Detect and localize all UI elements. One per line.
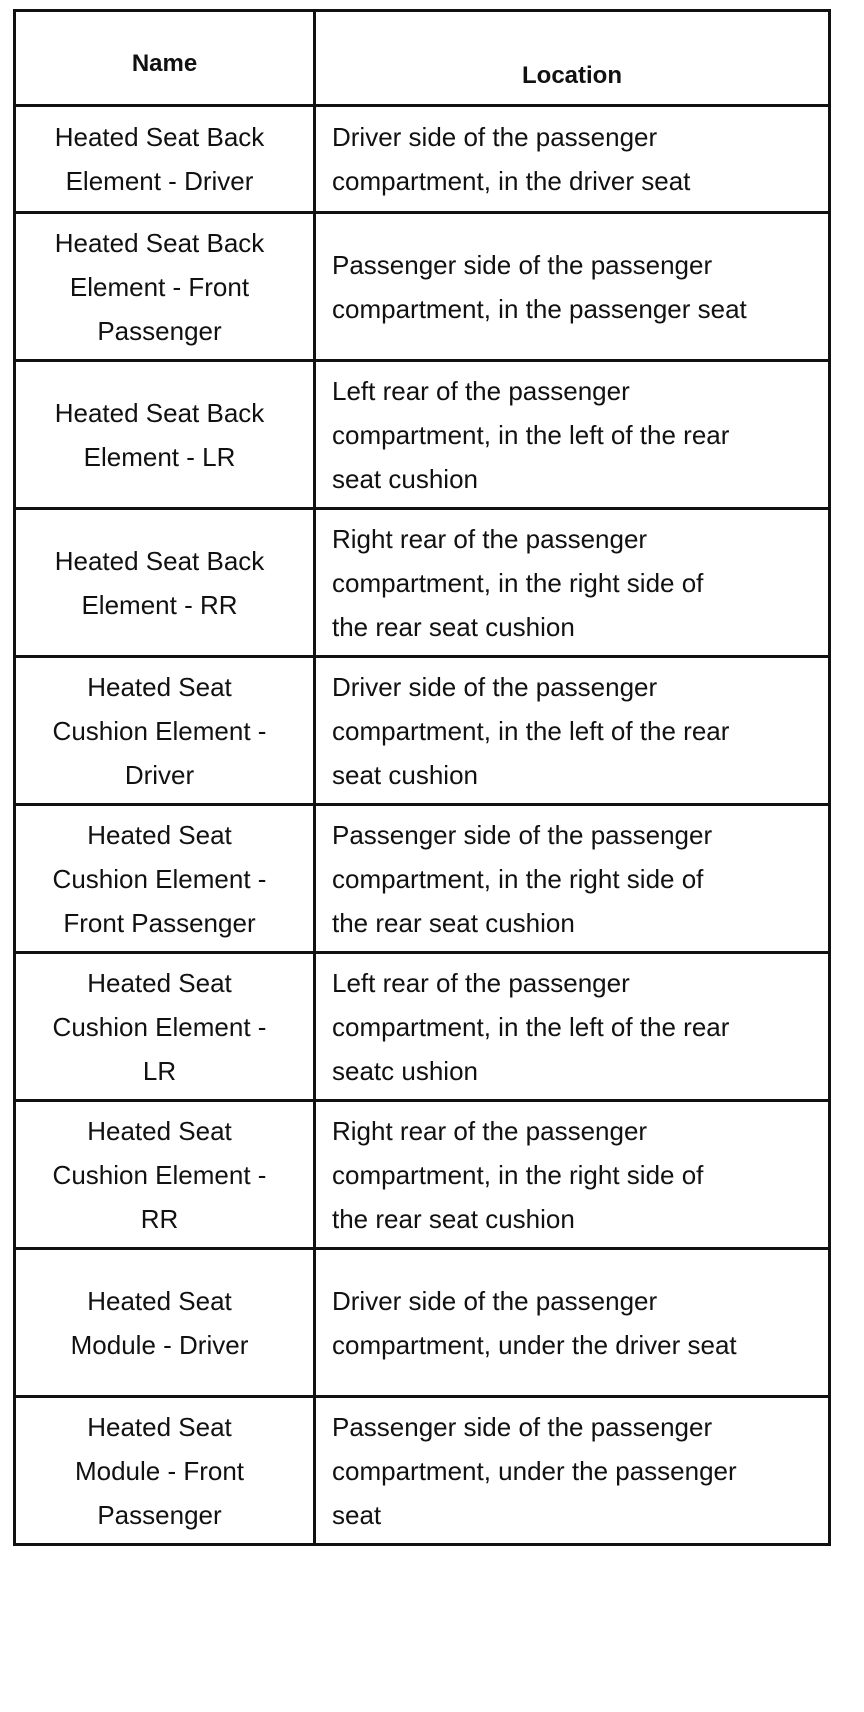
component-location-table — [13, 9, 831, 1546]
component-location-line: Right rear of the passenger — [332, 1115, 648, 1146]
component-location-cell — [315, 361, 830, 509]
name-column-header — [15, 11, 315, 106]
component-location-cell — [315, 106, 830, 213]
component-location-line: the rear seat cushion — [332, 611, 575, 642]
component-location-line: compartment, in the left of the rear — [332, 715, 730, 746]
table-row — [15, 509, 830, 657]
component-location-line: the rear seat cushion — [332, 907, 575, 938]
table-header — [15, 11, 830, 106]
table-row — [15, 361, 830, 509]
name-header-label: Name — [131, 50, 198, 77]
component-location-line: Left rear of the passenger — [332, 967, 630, 998]
component-name-line: Passenger — [97, 1499, 222, 1530]
component-name-line: Cushion Element - — [52, 1159, 267, 1190]
component-name-cell — [15, 361, 315, 509]
component-location-cell — [315, 1101, 830, 1249]
table-row — [15, 213, 830, 361]
component-name-line: Element - LR — [83, 441, 236, 472]
component-name-line: Heated Seat — [87, 671, 232, 702]
component-name-cell — [15, 805, 315, 953]
component-name-line: Heated Seat Back — [54, 227, 265, 258]
component-name-line: Passenger — [97, 315, 222, 346]
component-location-line: compartment, in the left of the rear — [332, 419, 730, 450]
component-location-line: seat cushion — [332, 463, 478, 494]
component-name-line: Element - RR — [81, 589, 238, 620]
location-column-header — [315, 11, 830, 106]
component-name-cell — [15, 509, 315, 657]
location-header-label: Location — [522, 62, 622, 89]
component-location-line: compartment, in the passenger seat — [332, 293, 747, 324]
component-name-line: Cushion Element - — [52, 715, 267, 746]
component-name-cell — [15, 106, 315, 213]
component-location-line: Passenger side of the passenger — [332, 249, 713, 280]
component-location-line: Driver side of the passenger — [332, 122, 658, 152]
component-location-cell — [315, 1249, 830, 1397]
component-name-line: Driver — [124, 759, 195, 790]
component-name-line: Heated Seat — [87, 819, 232, 850]
table-row — [15, 1101, 830, 1249]
component-name-line: Heated Seat Back — [54, 122, 265, 152]
table-row — [15, 1397, 830, 1545]
component-location-cell — [315, 953, 830, 1101]
component-location-line: Driver side of the passenger — [332, 1285, 658, 1316]
component-location-line: compartment, in the right side of — [332, 863, 704, 894]
component-name-cell — [15, 1249, 315, 1397]
component-name-line: Element - Driver — [65, 166, 254, 196]
component-location-line: seat — [332, 1499, 382, 1530]
component-location-cell — [315, 213, 830, 361]
component-location-cell — [315, 805, 830, 953]
component-name-cell — [15, 657, 315, 805]
table-body — [15, 106, 830, 1545]
table-row — [15, 657, 830, 805]
table-row — [15, 1249, 830, 1397]
component-location-line: seatc ushion — [332, 1055, 478, 1086]
component-location-line: Driver side of the passenger — [332, 671, 658, 702]
component-name-cell — [15, 953, 315, 1101]
component-location-line: compartment, in the left of the rear — [332, 1011, 730, 1042]
component-location-line: compartment, in the driver seat — [332, 166, 691, 196]
component-location-line: Passenger side of the passenger — [332, 819, 713, 850]
component-location-line: Left rear of the passenger — [332, 375, 630, 406]
component-location-cell — [315, 657, 830, 805]
component-name-cell — [15, 1397, 315, 1545]
component-name-cell — [15, 1101, 315, 1249]
component-name-line: Front Passenger — [63, 907, 256, 938]
component-name-cell — [15, 213, 315, 361]
component-location-line: the rear seat cushion — [332, 1203, 575, 1234]
component-name-line: Module - Front — [74, 1455, 245, 1486]
component-location-table-container — [13, 9, 828, 1546]
component-name-line: LR — [142, 1055, 177, 1086]
component-location-line: seat cushion — [332, 759, 478, 790]
table-row — [15, 805, 830, 953]
component-name-line: Heated Seat Back — [54, 545, 265, 576]
component-name-line: Heated Seat — [87, 1285, 232, 1316]
component-name-line: RR — [140, 1203, 179, 1234]
table-row — [15, 106, 830, 213]
component-location-cell — [315, 1397, 830, 1545]
component-location-line: compartment, in the right side of — [332, 567, 704, 598]
component-location-line: Passenger side of the passenger — [332, 1411, 713, 1442]
component-name-line: Module - Driver — [70, 1329, 249, 1360]
component-name-line: Cushion Element - — [52, 863, 267, 894]
header-row — [15, 11, 830, 106]
component-location-cell — [315, 509, 830, 657]
component-location-line: compartment, under the driver seat — [332, 1329, 737, 1360]
component-location-line: compartment, in the right side of — [332, 1159, 704, 1190]
component-name-line: Element - Front — [69, 271, 250, 302]
table-row — [15, 953, 830, 1101]
component-location-line: compartment, under the passenger — [332, 1455, 737, 1486]
component-name-line: Heated Seat — [87, 967, 232, 998]
component-name-line: Cushion Element - — [52, 1011, 267, 1042]
component-name-line: Heated Seat — [87, 1411, 232, 1442]
component-location-line: Right rear of the passenger — [332, 523, 648, 554]
component-name-line: Heated Seat — [87, 1115, 232, 1146]
component-name-line: Heated Seat Back — [54, 397, 265, 428]
